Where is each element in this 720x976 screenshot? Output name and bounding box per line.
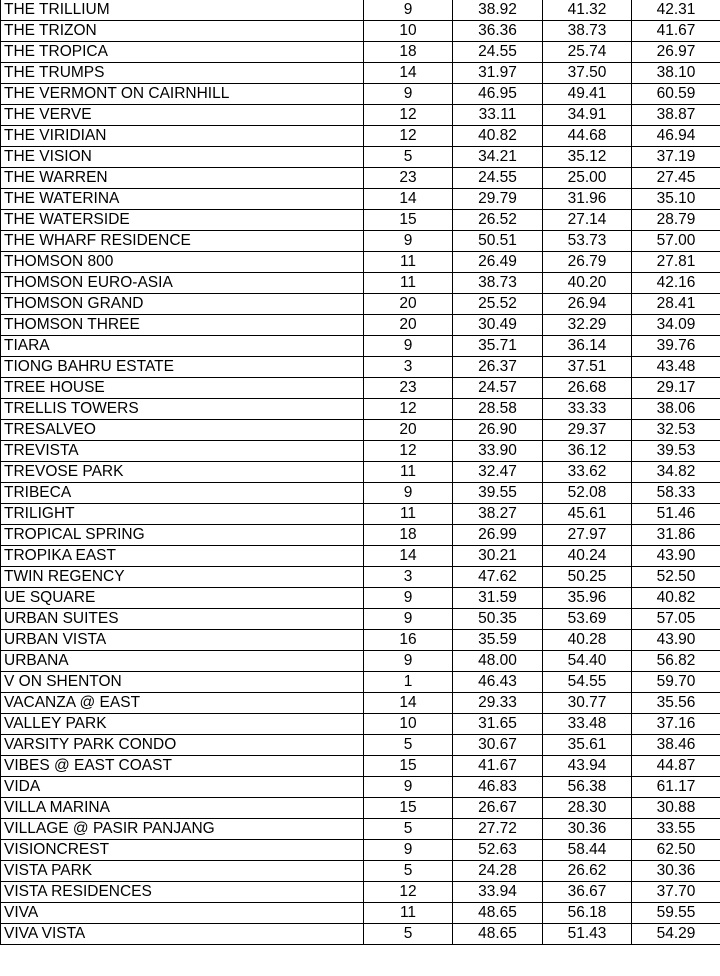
table-row — [1, 924, 720, 945]
value-1-cell: 32.47 — [453, 462, 543, 483]
project-name-cell: THOMSON 800 — [1, 252, 364, 273]
units-cell: 5 — [364, 819, 453, 840]
project-name-cell: VALLEY PARK — [1, 714, 364, 735]
project-name-cell: THOMSON GRAND — [1, 294, 364, 315]
units-cell: 20 — [364, 420, 453, 441]
table-row — [1, 357, 720, 378]
table-row — [1, 798, 720, 819]
table-row — [1, 672, 720, 693]
table-row — [1, 588, 720, 609]
value-1-cell: 26.52 — [453, 210, 543, 231]
value-1-cell: 31.65 — [453, 714, 543, 735]
value-2-cell: 56.38 — [543, 777, 632, 798]
project-name-cell: VIBES @ EAST COAST — [1, 756, 364, 777]
value-1-cell: 38.27 — [453, 504, 543, 525]
value-2-cell: 40.20 — [543, 273, 632, 294]
project-name-cell: URBANA — [1, 651, 364, 672]
value-3-cell: 43.90 — [632, 546, 720, 567]
units-cell: 3 — [364, 357, 453, 378]
project-name-cell: THE TRIZON — [1, 21, 364, 42]
table-row — [1, 462, 720, 483]
value-3-cell: 57.00 — [632, 231, 720, 252]
value-2-cell: 37.50 — [543, 63, 632, 84]
value-1-cell: 29.33 — [453, 693, 543, 714]
value-3-cell: 30.36 — [632, 861, 720, 882]
units-cell: 15 — [364, 798, 453, 819]
units-cell: 20 — [364, 294, 453, 315]
units-cell: 15 — [364, 756, 453, 777]
value-1-cell: 50.51 — [453, 231, 543, 252]
value-3-cell: 59.55 — [632, 903, 720, 924]
project-name-cell: TRILIGHT — [1, 504, 364, 525]
table-row — [1, 819, 720, 840]
table-row — [1, 525, 720, 546]
value-3-cell: 37.70 — [632, 882, 720, 903]
units-cell: 12 — [364, 441, 453, 462]
project-name-cell: THE VISION — [1, 147, 364, 168]
value-3-cell: 61.17 — [632, 777, 720, 798]
value-1-cell: 46.95 — [453, 84, 543, 105]
project-name-cell: VARSITY PARK CONDO — [1, 735, 364, 756]
value-1-cell: 40.82 — [453, 126, 543, 147]
units-cell: 5 — [364, 924, 453, 945]
project-name-cell: TREVOSE PARK — [1, 462, 364, 483]
value-2-cell: 45.61 — [543, 504, 632, 525]
value-1-cell: 46.43 — [453, 672, 543, 693]
table-row — [1, 315, 720, 336]
units-cell: 9 — [364, 231, 453, 252]
value-3-cell: 38.10 — [632, 63, 720, 84]
value-1-cell: 47.62 — [453, 567, 543, 588]
value-2-cell: 30.36 — [543, 819, 632, 840]
value-3-cell: 62.50 — [632, 840, 720, 861]
value-2-cell: 37.51 — [543, 357, 632, 378]
value-2-cell: 33.62 — [543, 462, 632, 483]
value-3-cell: 56.82 — [632, 651, 720, 672]
table-row — [1, 252, 720, 273]
value-1-cell: 26.49 — [453, 252, 543, 273]
value-2-cell: 35.96 — [543, 588, 632, 609]
value-2-cell: 36.14 — [543, 336, 632, 357]
project-name-cell: VILLA MARINA — [1, 798, 364, 819]
table-body — [1, 0, 720, 945]
project-name-cell: UE SQUARE — [1, 588, 364, 609]
value-3-cell: 46.94 — [632, 126, 720, 147]
units-cell: 14 — [364, 189, 453, 210]
table-row — [1, 903, 720, 924]
project-name-cell: THOMSON EURO-ASIA — [1, 273, 364, 294]
value-3-cell: 60.59 — [632, 84, 720, 105]
project-name-cell: VISIONCREST — [1, 840, 364, 861]
units-cell: 10 — [364, 21, 453, 42]
value-3-cell: 37.19 — [632, 147, 720, 168]
value-3-cell: 38.06 — [632, 399, 720, 420]
value-2-cell: 25.00 — [543, 168, 632, 189]
units-cell: 11 — [364, 252, 453, 273]
value-3-cell: 33.55 — [632, 819, 720, 840]
units-cell: 20 — [364, 315, 453, 336]
value-3-cell: 35.56 — [632, 693, 720, 714]
table-row — [1, 210, 720, 231]
value-3-cell: 44.87 — [632, 756, 720, 777]
table-row — [1, 483, 720, 504]
value-2-cell: 49.41 — [543, 84, 632, 105]
project-name-cell: TREE HOUSE — [1, 378, 364, 399]
value-3-cell: 59.70 — [632, 672, 720, 693]
value-1-cell: 52.63 — [453, 840, 543, 861]
project-name-cell: URBAN VISTA — [1, 630, 364, 651]
units-cell: 14 — [364, 693, 453, 714]
project-name-cell: VIDA — [1, 777, 364, 798]
value-3-cell: 40.82 — [632, 588, 720, 609]
units-cell: 12 — [364, 105, 453, 126]
value-1-cell: 33.90 — [453, 441, 543, 462]
units-cell: 9 — [364, 336, 453, 357]
value-2-cell: 26.62 — [543, 861, 632, 882]
value-3-cell: 26.97 — [632, 42, 720, 63]
value-1-cell: 48.65 — [453, 903, 543, 924]
project-name-cell: TIARA — [1, 336, 364, 357]
value-3-cell: 27.45 — [632, 168, 720, 189]
table-row — [1, 273, 720, 294]
value-2-cell: 35.61 — [543, 735, 632, 756]
value-2-cell: 51.43 — [543, 924, 632, 945]
table-row — [1, 609, 720, 630]
project-name-cell: THE WATERSIDE — [1, 210, 364, 231]
value-2-cell: 40.24 — [543, 546, 632, 567]
table-row — [1, 567, 720, 588]
value-2-cell: 33.48 — [543, 714, 632, 735]
units-cell: 5 — [364, 735, 453, 756]
table-row — [1, 105, 720, 126]
value-1-cell: 31.59 — [453, 588, 543, 609]
value-2-cell: 36.12 — [543, 441, 632, 462]
project-name-cell: THE WATERINA — [1, 189, 364, 210]
project-name-cell: THE TRILLIUM — [1, 0, 364, 21]
value-2-cell: 27.14 — [543, 210, 632, 231]
units-cell: 11 — [364, 462, 453, 483]
value-2-cell: 40.28 — [543, 630, 632, 651]
units-cell: 11 — [364, 273, 453, 294]
project-name-cell: THE VERVE — [1, 105, 364, 126]
units-cell: 9 — [364, 588, 453, 609]
units-cell: 15 — [364, 210, 453, 231]
units-cell: 9 — [364, 0, 453, 21]
value-3-cell: 52.50 — [632, 567, 720, 588]
project-name-cell: THE VERMONT ON CAIRNHILL — [1, 84, 364, 105]
value-3-cell: 30.88 — [632, 798, 720, 819]
value-1-cell: 30.49 — [453, 315, 543, 336]
project-name-cell: V ON SHENTON — [1, 672, 364, 693]
value-1-cell: 48.00 — [453, 651, 543, 672]
value-1-cell: 24.55 — [453, 168, 543, 189]
project-name-cell: TRELLIS TOWERS — [1, 399, 364, 420]
value-2-cell: 27.97 — [543, 525, 632, 546]
value-3-cell: 42.31 — [632, 0, 720, 21]
project-name-cell: TWIN REGENCY — [1, 567, 364, 588]
value-3-cell: 28.79 — [632, 210, 720, 231]
table-row — [1, 651, 720, 672]
units-cell: 3 — [364, 567, 453, 588]
value-1-cell: 41.67 — [453, 756, 543, 777]
value-3-cell: 51.46 — [632, 504, 720, 525]
value-1-cell: 38.92 — [453, 0, 543, 21]
table-row — [1, 336, 720, 357]
value-3-cell: 34.09 — [632, 315, 720, 336]
project-name-cell: URBAN SUITES — [1, 609, 364, 630]
value-3-cell: 39.53 — [632, 441, 720, 462]
value-1-cell: 33.11 — [453, 105, 543, 126]
units-cell: 18 — [364, 525, 453, 546]
value-2-cell: 29.37 — [543, 420, 632, 441]
value-2-cell: 36.67 — [543, 882, 632, 903]
table-row — [1, 882, 720, 903]
value-2-cell: 33.33 — [543, 399, 632, 420]
value-1-cell: 24.57 — [453, 378, 543, 399]
table-row — [1, 126, 720, 147]
table-row — [1, 861, 720, 882]
project-name-cell: TREVISTA — [1, 441, 364, 462]
project-name-cell: THE WARREN — [1, 168, 364, 189]
value-3-cell: 41.67 — [632, 21, 720, 42]
value-3-cell: 54.29 — [632, 924, 720, 945]
units-cell: 14 — [364, 63, 453, 84]
value-2-cell: 53.69 — [543, 609, 632, 630]
value-2-cell: 50.25 — [543, 567, 632, 588]
table-row — [1, 441, 720, 462]
units-cell: 14 — [364, 546, 453, 567]
project-name-cell: VISTA PARK — [1, 861, 364, 882]
value-3-cell: 37.16 — [632, 714, 720, 735]
value-2-cell: 34.91 — [543, 105, 632, 126]
value-3-cell: 38.46 — [632, 735, 720, 756]
table-row — [1, 378, 720, 399]
table-row — [1, 63, 720, 84]
value-2-cell: 43.94 — [543, 756, 632, 777]
units-cell: 9 — [364, 840, 453, 861]
project-name-cell: VIVA — [1, 903, 364, 924]
value-3-cell: 57.05 — [632, 609, 720, 630]
project-name-cell: THOMSON THREE — [1, 315, 364, 336]
table-row — [1, 399, 720, 420]
units-cell: 23 — [364, 378, 453, 399]
value-2-cell: 54.40 — [543, 651, 632, 672]
project-name-cell: TRESALVEO — [1, 420, 364, 441]
value-1-cell: 34.21 — [453, 147, 543, 168]
value-1-cell: 36.36 — [453, 21, 543, 42]
units-cell: 9 — [364, 651, 453, 672]
value-1-cell: 50.35 — [453, 609, 543, 630]
value-2-cell: 52.08 — [543, 483, 632, 504]
value-2-cell: 30.77 — [543, 693, 632, 714]
units-cell: 12 — [364, 399, 453, 420]
value-1-cell: 48.65 — [453, 924, 543, 945]
value-2-cell: 31.96 — [543, 189, 632, 210]
value-1-cell: 30.67 — [453, 735, 543, 756]
value-3-cell: 43.90 — [632, 630, 720, 651]
table-row — [1, 21, 720, 42]
value-1-cell: 26.99 — [453, 525, 543, 546]
table-row — [1, 840, 720, 861]
table-row — [1, 546, 720, 567]
value-2-cell: 35.12 — [543, 147, 632, 168]
value-3-cell: 27.81 — [632, 252, 720, 273]
project-name-cell: VIVA VISTA — [1, 924, 364, 945]
value-3-cell: 58.33 — [632, 483, 720, 504]
table-row — [1, 84, 720, 105]
table-row — [1, 693, 720, 714]
project-name-cell: TRIBECA — [1, 483, 364, 504]
table-row — [1, 504, 720, 525]
table-row — [1, 735, 720, 756]
value-1-cell: 28.58 — [453, 399, 543, 420]
project-name-cell: THE TROPICA — [1, 42, 364, 63]
units-cell: 23 — [364, 168, 453, 189]
value-1-cell: 27.72 — [453, 819, 543, 840]
value-3-cell: 29.17 — [632, 378, 720, 399]
value-1-cell: 35.71 — [453, 336, 543, 357]
units-cell: 9 — [364, 609, 453, 630]
value-1-cell: 39.55 — [453, 483, 543, 504]
value-1-cell: 24.55 — [453, 42, 543, 63]
table-row — [1, 756, 720, 777]
value-2-cell: 28.30 — [543, 798, 632, 819]
project-name-cell: TIONG BAHRU ESTATE — [1, 357, 364, 378]
units-cell: 9 — [364, 483, 453, 504]
value-2-cell: 41.32 — [543, 0, 632, 21]
units-cell: 12 — [364, 126, 453, 147]
value-3-cell: 28.41 — [632, 294, 720, 315]
units-cell: 5 — [364, 861, 453, 882]
value-2-cell: 58.44 — [543, 840, 632, 861]
value-1-cell: 46.83 — [453, 777, 543, 798]
value-1-cell: 38.73 — [453, 273, 543, 294]
units-cell: 9 — [364, 84, 453, 105]
units-cell: 12 — [364, 882, 453, 903]
table-row — [1, 420, 720, 441]
project-name-cell: TROPIKA EAST — [1, 546, 364, 567]
table-row — [1, 42, 720, 63]
table-row — [1, 630, 720, 651]
value-1-cell: 30.21 — [453, 546, 543, 567]
value-3-cell: 42.16 — [632, 273, 720, 294]
table-row — [1, 0, 720, 21]
table-row — [1, 168, 720, 189]
table-row — [1, 777, 720, 798]
project-name-cell: VILLAGE @ PASIR PANJANG — [1, 819, 364, 840]
value-1-cell: 35.59 — [453, 630, 543, 651]
units-cell: 9 — [364, 777, 453, 798]
project-name-cell: THE WHARF RESIDENCE — [1, 231, 364, 252]
units-cell: 16 — [364, 630, 453, 651]
table-row — [1, 231, 720, 252]
value-2-cell: 44.68 — [543, 126, 632, 147]
table-row — [1, 294, 720, 315]
value-1-cell: 29.79 — [453, 189, 543, 210]
units-cell: 1 — [364, 672, 453, 693]
units-cell: 5 — [364, 147, 453, 168]
project-name-cell: TROPICAL SPRING — [1, 525, 364, 546]
table-row — [1, 189, 720, 210]
value-3-cell: 34.82 — [632, 462, 720, 483]
value-2-cell: 25.74 — [543, 42, 632, 63]
units-cell: 11 — [364, 504, 453, 525]
project-name-cell: VACANZA @ EAST — [1, 693, 364, 714]
project-name-cell: VISTA RESIDENCES — [1, 882, 364, 903]
value-2-cell: 26.94 — [543, 294, 632, 315]
units-cell: 10 — [364, 714, 453, 735]
value-1-cell: 24.28 — [453, 861, 543, 882]
value-2-cell: 38.73 — [543, 21, 632, 42]
value-1-cell: 33.94 — [453, 882, 543, 903]
value-3-cell: 38.87 — [632, 105, 720, 126]
project-name-cell: THE VIRIDIAN — [1, 126, 364, 147]
value-2-cell: 32.29 — [543, 315, 632, 336]
value-2-cell: 26.79 — [543, 252, 632, 273]
table-row — [1, 147, 720, 168]
value-3-cell: 35.10 — [632, 189, 720, 210]
value-1-cell: 26.37 — [453, 357, 543, 378]
project-name-cell: THE TRUMPS — [1, 63, 364, 84]
value-2-cell: 56.18 — [543, 903, 632, 924]
value-2-cell: 54.55 — [543, 672, 632, 693]
value-1-cell: 26.90 — [453, 420, 543, 441]
value-3-cell: 32.53 — [632, 420, 720, 441]
value-1-cell: 25.52 — [453, 294, 543, 315]
value-1-cell: 26.67 — [453, 798, 543, 819]
units-cell: 11 — [364, 903, 453, 924]
value-3-cell: 43.48 — [632, 357, 720, 378]
units-cell: 18 — [364, 42, 453, 63]
value-2-cell: 53.73 — [543, 231, 632, 252]
value-3-cell: 31.86 — [632, 525, 720, 546]
value-1-cell: 31.97 — [453, 63, 543, 84]
value-2-cell: 26.68 — [543, 378, 632, 399]
table-row — [1, 714, 720, 735]
value-3-cell: 39.76 — [632, 336, 720, 357]
